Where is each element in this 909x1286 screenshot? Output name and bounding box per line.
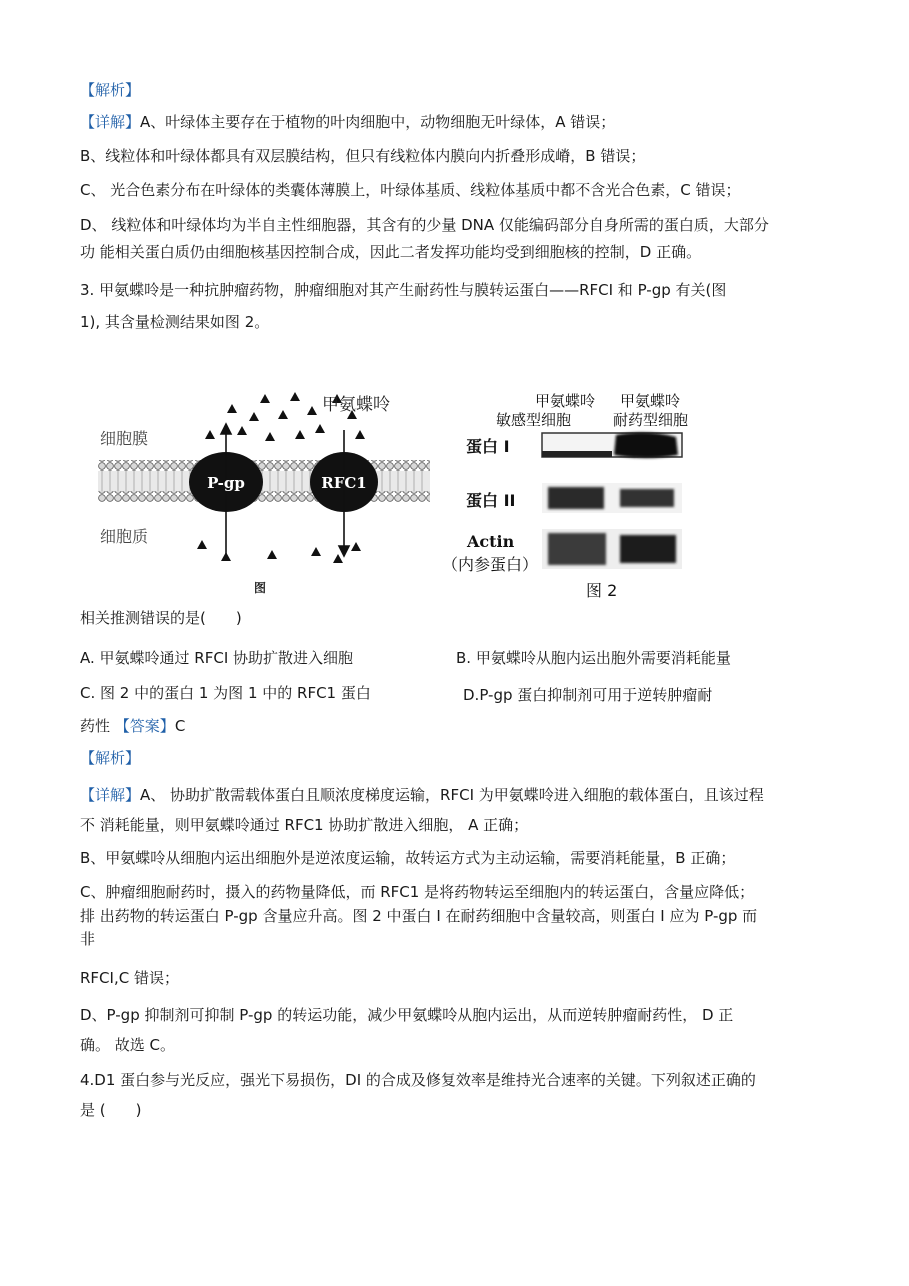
fig2-row-actin: Actin (467, 532, 515, 551)
detail-line-a1 (80, 112, 615, 132)
detail-line-b2: B、甲氨蝶呤从细胞内运出细胞外是逆浓度运输，故转运方式为主动运输，需要消耗能量，B 正确； (80, 849, 736, 867)
blot-row3-lane1-band (548, 533, 606, 565)
detail-tag-1: 【详解】 (80, 113, 141, 131)
analysis-heading-1: 【解析】 (80, 81, 141, 99)
detail-line-b1: B、线粒体和叶绿体都具有双层膜结构，但只有线粒体内膜向内折叠形成嵴，B 错误； (80, 147, 646, 165)
cytoplasm-label: 细胞质 (100, 527, 149, 546)
question-4-line-1: 4.D1 蛋白参与光反应，强光下易损伤，DI 的合成及修复效率是维持光合速率的关键。下列叙述正确的 (80, 1071, 756, 1089)
figure-2-caption: 图 2 (586, 581, 618, 600)
blot-row3-lane2-band (620, 535, 676, 563)
detail-line-c2d: RFCI,C 错误； (80, 969, 179, 987)
fig2-col2-label-b: 耐药型细胞 (613, 411, 689, 429)
option-d-continued: 药性 (80, 717, 111, 735)
detail-line-c1: C、 光合色素分布在叶绿体的类囊体薄膜上，叶绿体基质、线粒体基质中都不含光合色素，C 错误； (80, 181, 741, 199)
question-3-ask: 相关推测错误的是( ) (80, 609, 242, 627)
detail-line-d2b: 确。 故选 C。 (80, 1036, 176, 1054)
option-d-continued-with-answer (80, 716, 185, 736)
detail-text-a1: A、叶绿体主要存在于植物的叶肉细胞中，动物细胞无叶绿体，A 错误； (140, 113, 616, 131)
detail-text-a2a: A、 协助扩散需载体蛋白且顺浓度梯度运输，RFCI 为甲氨蝶呤进入细胞的载体蛋白，且该过程 (140, 786, 764, 804)
detail-line-c2c: 非 (80, 930, 96, 948)
question-3-line-2: 1), 其含量检测结果如图 2。 (80, 313, 270, 331)
detail-line-c2b: 排 出药物的转运蛋白 P-gp 含量应升高。图 2 中蛋白 I 在耐药细胞中含量较高，则蛋白 I 应为 P-gp 而 (80, 907, 758, 925)
figure-2-western-blot (536, 425, 686, 575)
answer-value: C (174, 717, 186, 735)
bilayer-inner-heads (98, 491, 430, 502)
rfc1-label: RFC1 (321, 474, 367, 492)
analysis-heading-2: 【解析】 (80, 749, 141, 767)
drug-label: 甲氨蝶呤 (322, 395, 390, 415)
detail-line-d2a: D、P-gp 抑制剂可抑制 P-gp 的转运功能，减少甲氨蝶呤从胞内运出，从而逆转肿瘤耐药性， D 正 (80, 1006, 734, 1024)
blot-row1-lane2-band (614, 432, 678, 458)
detail-line-d1b: 功 能相关蛋白质仍由细胞核基因控制合成，因此二者发挥功能均受到细胞核的控制，D 正确。 (80, 243, 702, 261)
pgp-label: P-gp (207, 474, 245, 492)
option-d: D.P-gp 蛋白抑制剂可用于逆转肿瘤耐 (463, 686, 713, 704)
option-a: A. 甲氨蝶呤通过 RFCI 协助扩散进入细胞 (80, 649, 354, 667)
rfc1-arrowhead (339, 546, 349, 556)
detail-line-a2a (80, 785, 764, 805)
drug-molecules-inside (197, 540, 361, 563)
membrane-label: 细胞膜 (100, 429, 149, 448)
blot-row2-lane1-band (548, 487, 604, 509)
question-4-line-2: 是 ( ) (80, 1101, 142, 1119)
question-3-line-1: 3. 甲氨蝶呤是一种抗肿瘤药物，肿瘤细胞对其产生耐药性与膜转运蛋白——RFCI 和 P-gp 有关(图 (80, 281, 727, 299)
fig2-col2-label-a: 甲氨蝶呤 (620, 392, 681, 410)
fig2-col1-label-b: 敏感型细胞 (496, 411, 572, 429)
fig2-col1-label-a: 甲氨蝶呤 (535, 392, 596, 410)
detail-line-c2a: C、肿瘤细胞耐药时，摄入的药物量降低，而 RFC1 是将药物转运至细胞内的转运蛋白，含量应降低； (80, 883, 755, 901)
figure-1-caption: 图 (253, 581, 267, 595)
fig2-row-actin-note: （内参蛋白） (442, 555, 539, 574)
detail-line-d1a: D、 线粒体和叶绿体均为半自主性细胞器，其含有的少量 DNA 仅能编码部分自身所需的蛋白质，大部分 (80, 216, 769, 234)
blot-row2-lane2-band (620, 489, 674, 507)
option-b: B. 甲氨蝶呤从胞内运出胞外需要消耗能量 (456, 649, 731, 667)
bilayer-tails (98, 471, 430, 491)
option-c: C. 图 2 中的蛋白 1 为图 1 中的 RFC1 蛋白 (80, 684, 371, 702)
blot-row1-lane1 (542, 451, 612, 457)
fig2-row-protein-2: 蛋白 II (466, 491, 516, 510)
fig2-row-protein-1: 蛋白 I (466, 437, 510, 456)
answer-tag: 【答案】 (114, 717, 175, 735)
detail-tag-2: 【详解】 (80, 786, 141, 804)
bilayer-outer-heads (98, 460, 430, 471)
pgp-arrowhead (221, 424, 231, 434)
detail-line-a2b: 不 消耗能量，则甲氨蝶呤通过 RFC1 协助扩散进入细胞， A 正确； (80, 816, 529, 834)
figure-1-membrane-diagram (90, 382, 440, 597)
